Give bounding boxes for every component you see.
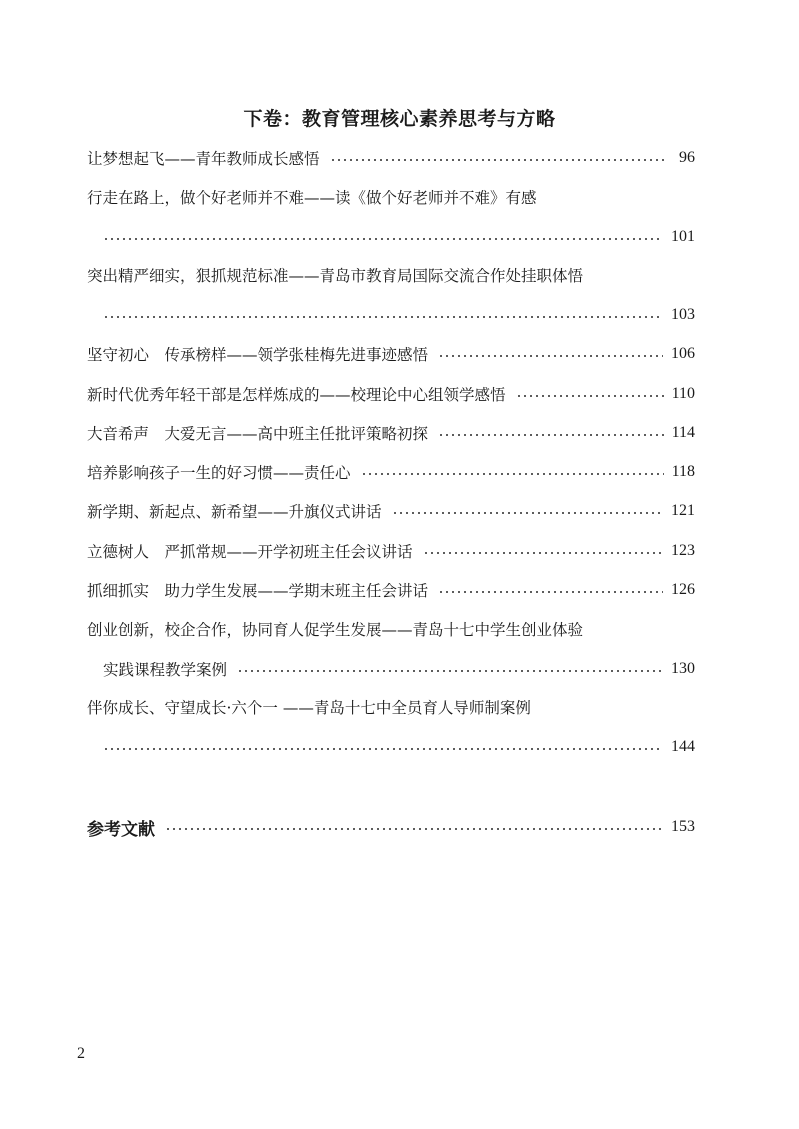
dot-leader: [165, 828, 663, 830]
dot-leader: [438, 355, 663, 357]
toc-entry-title: 新学期、新起点、新希望——升旗仪式讲话: [87, 503, 382, 521]
toc-entry-title: 新时代优秀年轻干部是怎样炼成的——校理论中心组领学感悟: [87, 386, 506, 404]
dot-leader: [237, 670, 663, 672]
page-title: 下卷：教育管理核心素养思考与方略: [243, 108, 556, 130]
dot-leader: [438, 591, 663, 593]
toc-entry-title[interactable]: 突出精严细实，狠抓规范标准——青岛市教育局国际交流合作处挂职体悟: [87, 267, 584, 285]
dot-leader: [423, 552, 663, 554]
toc-entry-title[interactable]: 行走在路上，做个好老师并不难——读《做个好老师并不难》有感: [87, 189, 537, 207]
dot-leader: [103, 748, 663, 750]
toc-entry[interactable]: [87, 577, 695, 603]
toc-entry[interactable]: [87, 341, 695, 367]
toc-entry-title: 大音希声 大爱无言——高中班主任批评策略初探: [87, 425, 429, 443]
toc-entry-page: 103: [671, 306, 695, 323]
references-page: 153: [671, 818, 695, 835]
toc-entry-title: 培养影响孩子一生的好习惯——责任心: [87, 464, 351, 482]
dot-leader: [392, 512, 663, 514]
toc-entry-title: 立德树人 严抓常规——开学初班主任会议讲话: [87, 543, 413, 561]
toc-entry-page: 121: [671, 502, 695, 519]
dot-leader: [361, 473, 664, 475]
toc-entry-page: 118: [671, 463, 695, 480]
dot-leader: [438, 434, 664, 436]
toc-entry-title: 抓细抓实 助力学生发展——学期末班主任会讲话: [87, 582, 429, 600]
toc-entry-page: 101: [671, 228, 695, 245]
references-title: 参考文献: [87, 819, 155, 840]
toc-entry[interactable]: [103, 224, 695, 250]
toc-entry-title[interactable]: 伴你成长、守望成长·六个一 ——青岛十七中全员育人导师制案例: [87, 699, 531, 717]
dot-leader: [516, 395, 664, 397]
dot-leader: [103, 316, 663, 318]
toc-entry-title[interactable]: 创业创新，校企合作，协同育人促学生发展——青岛十七中学生创业体验: [87, 621, 584, 639]
toc-entry-title: 让梦想起飞——青年教师成长感悟: [87, 150, 320, 168]
toc-entry-page: 144: [671, 738, 695, 755]
toc-entry-references[interactable]: [87, 814, 695, 840]
toc-entry[interactable]: [87, 381, 695, 407]
toc-entry-page: 130: [671, 660, 695, 677]
toc-entry-page: 114: [671, 424, 695, 441]
toc-entry-page: 123: [671, 542, 695, 559]
toc-entry-title: 坚守初心 传承榜样——领学张桂梅先进事迹感悟: [87, 346, 429, 364]
toc-entry-page: 106: [671, 345, 695, 362]
toc-entry[interactable]: [87, 459, 695, 485]
toc-entry[interactable]: [87, 145, 695, 171]
toc-entry[interactable]: [103, 656, 695, 682]
toc-entry[interactable]: [87, 420, 695, 446]
dot-leader: [330, 159, 667, 161]
toc-entry[interactable]: [103, 302, 695, 328]
toc-entry[interactable]: [87, 498, 695, 524]
toc-entry-page: 96: [679, 149, 695, 166]
page-number: 2: [77, 1045, 85, 1062]
toc-entry-page: 126: [671, 581, 695, 598]
toc-entry[interactable]: [103, 734, 695, 760]
toc-entry[interactable]: [87, 538, 695, 564]
dot-leader: [103, 238, 663, 240]
toc-entry-page: 110: [671, 385, 695, 402]
toc-entry-title-continued: 实践课程教学案例: [103, 661, 228, 679]
